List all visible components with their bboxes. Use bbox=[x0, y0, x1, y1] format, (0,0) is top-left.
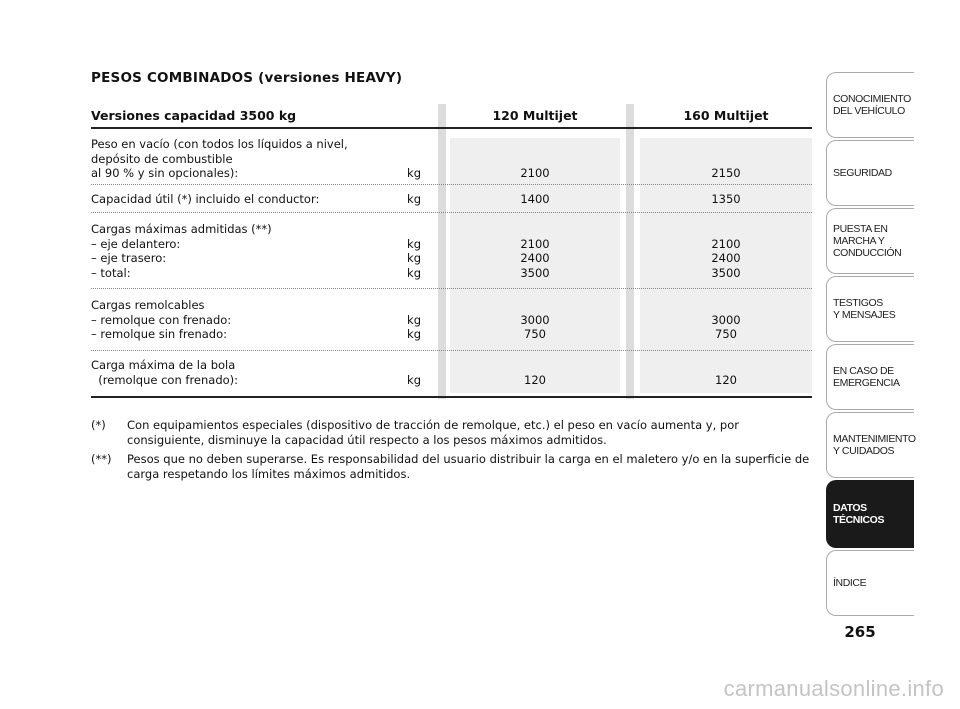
row-value-120: 3000 750 bbox=[520, 312, 550, 341]
row-label: Carga máxima de la bola (remolque con frenado): bbox=[91, 358, 239, 387]
row-value-160: 2150 bbox=[711, 166, 741, 180]
row-label: Cargas remolcables – remolque con frenado: – remolque sin frenado: bbox=[91, 298, 232, 341]
page-title: PESOS COMBINADOS (versiones HEAVY) bbox=[91, 70, 403, 86]
row-value-120: 120 bbox=[524, 372, 546, 387]
tab-label: SEGURIDAD bbox=[833, 167, 892, 179]
row-value-120: 2100 2400 3500 bbox=[520, 236, 550, 280]
tab-label: PUESTA EN MARCHA Y CONDUCCIÓN bbox=[833, 223, 902, 259]
row-label: Cargas máximas admitidas (**) – eje delantero: – eje trasero: – total: bbox=[91, 222, 272, 280]
header-versions: Versiones capacidad 3500 kg bbox=[91, 108, 297, 123]
tab-mantenimiento[interactable] bbox=[826, 412, 914, 478]
row-unit: kg bbox=[407, 372, 421, 387]
tab-label: EN CASO DE EMERGENCIA bbox=[833, 365, 900, 389]
row-divider bbox=[91, 212, 812, 213]
row-label: Peso en vacío (con todos los líquidos a nivel, depósito de combustible al 90 % y sin opcionales): bbox=[91, 137, 348, 180]
row-value-160: 120 bbox=[715, 372, 737, 387]
row-divider bbox=[91, 184, 812, 185]
row-value-120: 2100 bbox=[520, 166, 550, 180]
header-rule bbox=[91, 127, 812, 129]
page-number: 265 bbox=[844, 623, 876, 641]
row-value-160: 2100 2400 3500 bbox=[711, 236, 741, 280]
row-unit: kg bbox=[407, 192, 421, 206]
tab-label: MANTENIMIENTO Y CUIDADOS bbox=[833, 433, 916, 457]
footnote-mark: (**) bbox=[91, 452, 112, 466]
tab-label: ÍNDICE bbox=[833, 577, 867, 589]
tab-indice[interactable] bbox=[826, 550, 914, 616]
row-divider bbox=[91, 288, 812, 289]
footnote bbox=[91, 418, 812, 448]
row-value-120: 1400 bbox=[520, 192, 550, 206]
tab-seguridad[interactable] bbox=[826, 140, 914, 206]
table-bottom-rule bbox=[91, 396, 812, 398]
tab-label: CONOCIMIENTO DEL VEHÍCULO bbox=[833, 93, 911, 117]
row-value-160: 3000 750 bbox=[711, 312, 741, 341]
header-160-multijet: 160 Multijet bbox=[683, 108, 769, 123]
column-separator bbox=[438, 104, 446, 399]
footnote bbox=[91, 452, 812, 482]
row-label: Capacidad útil (*) incluido el conductor: bbox=[91, 192, 320, 206]
tab-conocimiento[interactable] bbox=[826, 72, 914, 138]
footnotes bbox=[91, 418, 812, 486]
footnote-text: Con equipamientos especiales (dispositivo de tracción de remolque, etc.) el peso en vacío aumenta y, por consiguiente, disminuye la capacidad útil respecto a los pesos máximos admitidos. bbox=[127, 418, 739, 447]
row-unit: kg kg kg bbox=[407, 236, 421, 280]
tab-datos-tecnicos[interactable] bbox=[826, 480, 914, 548]
column-separator bbox=[626, 104, 634, 399]
footnote-text: Pesos que no deben superarse. Es responsabilidad del usuario distribuir la carga en el maletero y/o en la superficie de carga respetando los límites máximos admitidos. bbox=[127, 452, 810, 481]
header-120-multijet: 120 Multijet bbox=[492, 108, 578, 123]
row-value-160: 1350 bbox=[711, 192, 741, 206]
weights-table bbox=[91, 104, 812, 399]
tab-emergencia[interactable] bbox=[826, 344, 914, 410]
tab-label: DATOS TÉCNICOS bbox=[833, 502, 885, 526]
row-unit: kg kg bbox=[407, 312, 421, 341]
footnote-mark: (*) bbox=[91, 418, 106, 432]
row-unit: kg bbox=[407, 166, 421, 180]
tab-label: TESTIGOS Y MENSAJES bbox=[833, 297, 896, 321]
tab-puesta-en-marcha[interactable] bbox=[826, 208, 914, 274]
watermark: carmanualsonline.info bbox=[723, 676, 944, 701]
row-divider bbox=[91, 350, 812, 351]
tab-testigos[interactable] bbox=[826, 276, 914, 342]
